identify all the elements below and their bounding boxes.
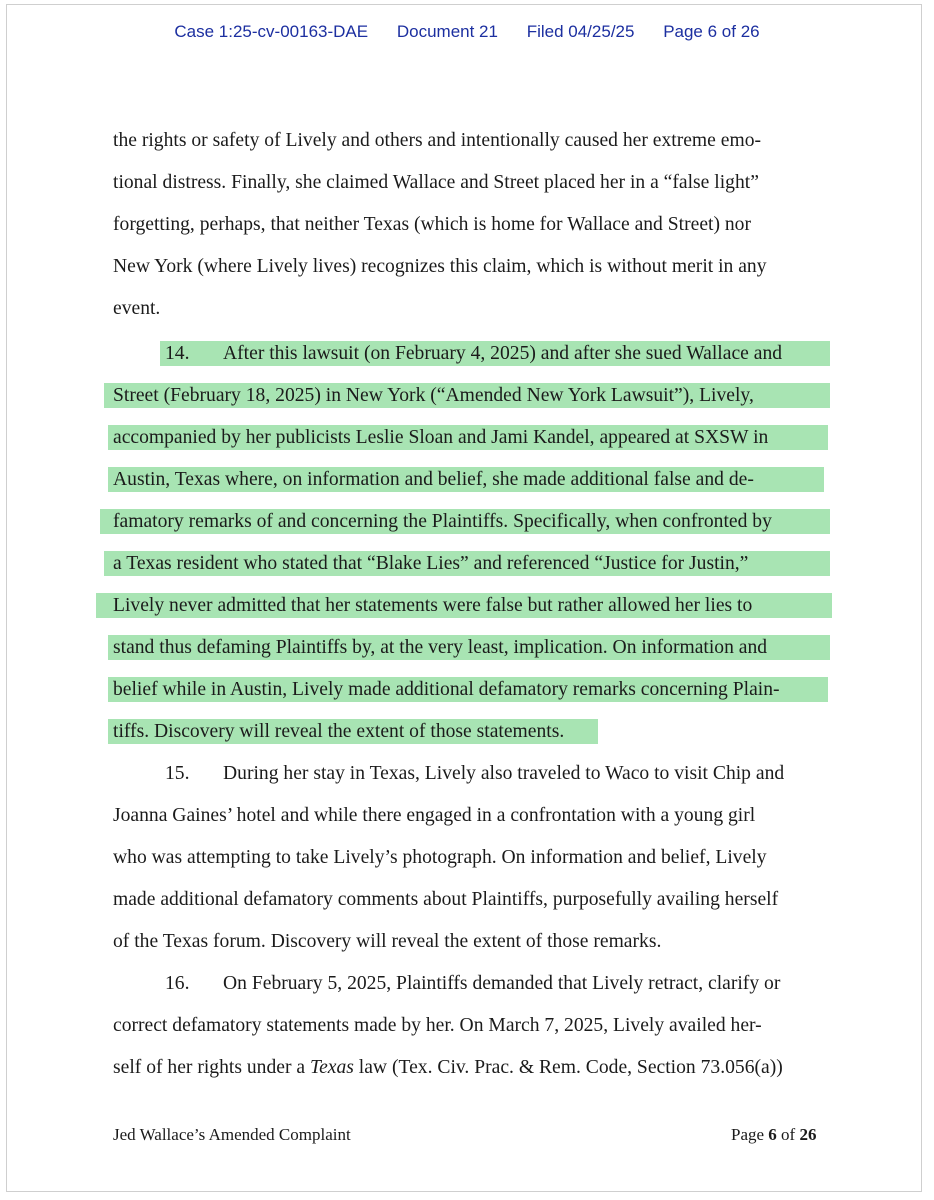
body-line: famatory remarks of and concerning the Plaintiffs. Specifically, when confronted by: [113, 511, 772, 532]
body-line: who was attempting to take Lively’s photograph. On information and belief, Lively: [113, 847, 767, 868]
body-line: forgetting, perhaps, that neither Texas (which is home for Wallace and Street) nor: [113, 214, 752, 235]
body-line: of the Texas forum. Discovery will reveal the extent of those remarks.: [113, 931, 662, 952]
body-line: belief while in Austin, Lively made additional defamatory remarks concerning Plain-: [113, 679, 780, 700]
header-page-number: Page 6 of 26: [663, 22, 760, 41]
filing-header: [0, 22, 934, 42]
body-line: tiffs. Discovery will reveal the extent of those statements.: [113, 721, 565, 742]
body-line: New York (where Lively lives) recognizes this claim, which is without merit in any: [113, 256, 767, 277]
body-line: a Texas resident who stated that “Blake Lies” and referenced “Justice for Justin,”: [113, 553, 749, 574]
body-line: self of her rights under a Texas law (Tex. Civ. Prac. & Rem. Code, Section 73.056(a)): [113, 1057, 783, 1078]
body-line: made additional defamatory comments about Plaintiffs, purposefully availing herself: [113, 889, 779, 910]
footer-title: Jed Wallace’s Amended Complaint: [113, 1125, 351, 1144]
paragraph-15-first-line: 15. During her stay in Texas, Lively also traveled to Waco to visit Chip and: [165, 763, 785, 784]
italic-texas: Texas: [309, 1057, 354, 1078]
body-line: Austin, Texas where, on information and belief, she made additional false and de-: [113, 469, 754, 490]
case-number: Case 1:25-cv-00163-DAE: [174, 22, 369, 41]
document-number: Document 21: [396, 22, 498, 41]
body-line: correct defamatory statements made by her. On March 7, 2025, Lively availed her-: [113, 1015, 762, 1036]
paragraph-number: 14.: [165, 343, 190, 364]
body-line: Joanna Gaines’ hotel and while there engaged in a confrontation with a young girl: [113, 805, 756, 826]
footer-page-number: Page 6 of 26: [731, 1125, 817, 1144]
paragraph-number: 16.: [165, 973, 190, 994]
body-line: Street (February 18, 2025) in New York (“Amended New York Lawsuit”), Lively,: [113, 385, 754, 406]
paragraph-16-first-line: 16. On February 5, 2025, Plaintiffs demanded that Lively retract, clarify or: [165, 973, 781, 994]
body-line: stand thus defaming Plaintiffs by, at the very least, implication. On information and: [113, 637, 768, 658]
body-line: the rights or safety of Lively and others and intentionally caused her extreme emo-: [113, 130, 762, 151]
filed-date: Filed 04/25/25: [526, 22, 635, 41]
body-line: accompanied by her publicists Leslie Sloan and Jami Kandel, appeared at SXSW in: [113, 427, 769, 448]
body-line: tional distress. Finally, she claimed Wallace and Street placed her in a “false light”: [113, 172, 759, 193]
paragraph-number: 15.: [165, 763, 190, 784]
body-line: Lively never admitted that her statements were false but rather allowed her lies to: [113, 595, 753, 616]
body-line: event.: [113, 298, 161, 319]
paragraph-14-first-line: 14. After this lawsuit (on February 4, 2025) and after she sued Wallace and: [165, 343, 783, 364]
